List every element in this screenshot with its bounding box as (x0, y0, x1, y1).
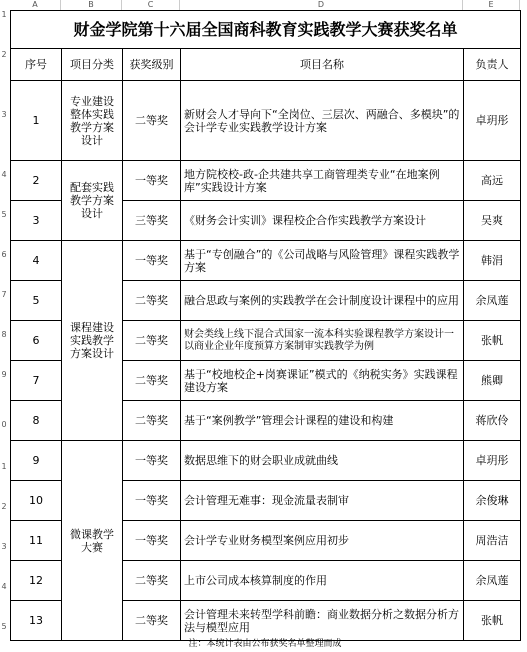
row-index[interactable]: 10 (11, 481, 62, 521)
row-award[interactable]: 二等奖 (123, 401, 181, 441)
table-row (11, 161, 521, 201)
row-index[interactable]: 3 (11, 201, 62, 241)
row-award[interactable]: 二等奖 (123, 81, 181, 161)
column-header-b[interactable]: B (61, 0, 122, 10)
row-project-name[interactable]: 基于“校地校企+岗赛课证”模式的《纳税实务》实践课程建设方案 (181, 361, 464, 401)
column-header-a[interactable]: A (10, 0, 61, 10)
row-project-name[interactable]: 基于“案例教学”管理会计课程的建设和构建 (181, 401, 464, 441)
footnote: 注：本统计表由公布获奖名单整理而成 (188, 639, 342, 649)
row-number[interactable]: 5 (1, 210, 7, 219)
header-project-name[interactable]: 项目名称 (181, 49, 464, 81)
page-title[interactable]: 财金学院第十六届全国商科教育实践教学大赛获奖名单 (11, 11, 521, 49)
row-project-name[interactable]: 融合思政与案例的实践教学在会计制度设计课程中的应用 (181, 281, 464, 321)
row-owner[interactable]: 卓玥彤 (464, 441, 521, 481)
header-owner[interactable]: 负责人 (464, 49, 521, 81)
row-number[interactable]: 9 (1, 370, 7, 379)
row-number[interactable]: 4 (1, 170, 7, 179)
row-index[interactable]: 6 (11, 321, 62, 361)
row-project-name[interactable]: 地方院校校-政-企共建共享工商管理类专业“在地案例库”实践设计方案 (181, 161, 464, 201)
table-row (11, 241, 521, 281)
row-award[interactable]: 三等奖 (123, 201, 181, 241)
header-row (11, 49, 521, 81)
row-number[interactable]: 6 (1, 250, 7, 259)
row-award[interactable]: 一等奖 (123, 441, 181, 481)
row-number[interactable]: 2 (1, 502, 7, 511)
row-award[interactable]: 二等奖 (123, 561, 181, 601)
row-project-name[interactable]: 新财会人才导向下“全岗位、三层次、两融合、多模块”的会计学专业实践教学设计方案 (181, 81, 464, 161)
row-award[interactable]: 一等奖 (123, 161, 181, 201)
row-index[interactable]: 8 (11, 401, 62, 441)
row-owner[interactable]: 余凤莲 (464, 561, 521, 601)
row-index[interactable]: 7 (11, 361, 62, 401)
row-project-name[interactable]: 会计管理未来转型学科前瞻：商业数据分析之数据分析方法与模型应用 (181, 601, 464, 641)
column-header-c[interactable]: C (122, 0, 180, 10)
header-index[interactable]: 序号 (11, 49, 62, 81)
row-index[interactable]: 2 (11, 161, 62, 201)
table-row (11, 81, 521, 161)
spreadsheet-column-headers (0, 0, 527, 10)
row-owner[interactable]: 余俊琳 (464, 481, 521, 521)
row-index[interactable]: 5 (11, 281, 62, 321)
table-row (11, 441, 521, 481)
row-award[interactable]: 一等奖 (123, 521, 181, 561)
row-award[interactable]: 一等奖 (123, 481, 181, 521)
row-number[interactable]: 0 (1, 420, 7, 429)
row-project-name[interactable]: 上市公司成本核算制度的作用 (181, 561, 464, 601)
row-owner[interactable]: 余凤莲 (464, 281, 521, 321)
row-index[interactable]: 1 (11, 81, 62, 161)
column-header-e[interactable]: E (463, 0, 520, 10)
row-project-name[interactable]: 基于“专创融合”的《公司战略与风险管理》课程实践教学方案 (181, 241, 464, 281)
row-project-name[interactable]: 数据思维下的财会职业成就曲线 (181, 441, 464, 481)
row-owner[interactable]: 吴爽 (464, 201, 521, 241)
row-project-name[interactable]: 财会类线上线下混合式国家一流本科实验课程教学方案设计一以商业企业年度预算方案制审实践教学为例 (181, 321, 464, 361)
row-owner[interactable]: 熊卿 (464, 361, 521, 401)
column-header-d[interactable]: D (180, 0, 463, 10)
row-number[interactable]: 3 (1, 542, 7, 551)
row-number[interactable]: 2 (1, 50, 7, 59)
group-category[interactable]: 微课教学大赛 (62, 441, 123, 641)
row-index[interactable]: 11 (11, 521, 62, 561)
row-award[interactable]: 二等奖 (123, 361, 181, 401)
row-project-name[interactable]: 《财务会计实训》课程校企合作实践教学方案设计 (181, 201, 464, 241)
row-project-name[interactable]: 会计学专业财务模型案例应用初步 (181, 521, 464, 561)
row-index[interactable]: 13 (11, 601, 62, 641)
row-award[interactable]: 二等奖 (123, 321, 181, 361)
row-index[interactable]: 9 (11, 441, 62, 481)
row-number[interactable]: 3 (1, 110, 7, 119)
row-project-name[interactable]: 会计管理无难事：现金流量表制审 (181, 481, 464, 521)
row-owner[interactable]: 周浩洁 (464, 521, 521, 561)
group-category[interactable]: 配套实践教学方案设计 (62, 161, 123, 241)
row-owner[interactable]: 张帆 (464, 321, 521, 361)
spreadsheet-row-numbers (0, 10, 8, 652)
row-number[interactable]: 4 (1, 582, 7, 591)
header-award[interactable]: 获奖级别 (123, 49, 181, 81)
award-list-table (10, 10, 521, 641)
header-category[interactable]: 项目分类 (62, 49, 123, 81)
row-number[interactable]: 7 (1, 290, 7, 299)
row-owner[interactable]: 韩涓 (464, 241, 521, 281)
row-award[interactable]: 一等奖 (123, 241, 181, 281)
group-category[interactable]: 专业建设整体实践教学方案设计 (62, 81, 123, 161)
row-number[interactable]: 1 (1, 462, 7, 471)
row-owner[interactable]: 蒋欣伶 (464, 401, 521, 441)
group-category[interactable]: 课程建设实践教学方案设计 (62, 241, 123, 441)
row-number[interactable]: 1 (1, 10, 7, 19)
row-index[interactable]: 4 (11, 241, 62, 281)
row-owner[interactable]: 张帆 (464, 601, 521, 641)
row-owner[interactable]: 卓玥彤 (464, 81, 521, 161)
row-number[interactable]: 8 (1, 330, 7, 339)
row-award[interactable]: 二等奖 (123, 281, 181, 321)
row-award[interactable]: 二等奖 (123, 601, 181, 641)
row-index[interactable]: 12 (11, 561, 62, 601)
row-number[interactable]: 5 (1, 622, 7, 631)
row-owner[interactable]: 高远 (464, 161, 521, 201)
